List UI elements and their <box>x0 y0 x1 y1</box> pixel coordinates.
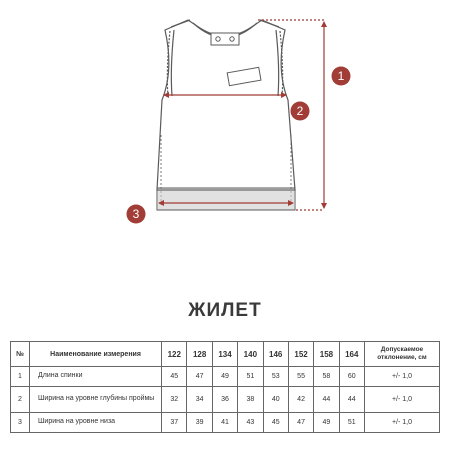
row-name: Длина спинки <box>30 367 162 387</box>
svg-text:3: 3 <box>132 207 140 221</box>
marker-1 <box>332 67 351 86</box>
product-title: ЖИЛЕТ <box>188 300 262 321</box>
cell-tolerance: +/- 1,0 <box>364 367 439 387</box>
cell-value: 45 <box>263 413 288 433</box>
cell-value: 60 <box>339 367 364 387</box>
cell-value: 39 <box>187 413 212 433</box>
cell-value: 49 <box>314 413 339 433</box>
cell-value: 44 <box>339 387 364 413</box>
size-table <box>10 341 440 433</box>
cell-tolerance: +/- 1,0 <box>364 413 439 433</box>
cell-value: 58 <box>314 367 339 387</box>
cell-value: 55 <box>288 367 313 387</box>
cell-value: 38 <box>238 387 263 413</box>
cell-value: 47 <box>288 413 313 433</box>
header-size: 140 <box>238 342 263 367</box>
cell-value: 44 <box>314 387 339 413</box>
table-row <box>11 367 440 387</box>
cell-value: 45 <box>162 367 187 387</box>
cell-value: 43 <box>238 413 263 433</box>
header-size: 122 <box>162 342 187 367</box>
row-name: Ширина на уровне низа <box>30 413 162 433</box>
table-row <box>11 387 440 413</box>
cell-tolerance: +/- 1,0 <box>364 387 439 413</box>
cell-value: 40 <box>263 387 288 413</box>
row-number: 1 <box>11 367 30 387</box>
cell-value: 47 <box>187 367 212 387</box>
svg-text:1: 1 <box>337 69 345 83</box>
rib-hem <box>157 188 295 210</box>
table-row <box>11 413 440 433</box>
cell-value: 42 <box>288 387 313 413</box>
marker-3 <box>127 205 146 224</box>
cell-value: 51 <box>339 413 364 433</box>
header-tolerance: Допускаемое отклонение, см <box>364 342 439 367</box>
svg-text:2: 2 <box>296 104 304 118</box>
cell-value: 37 <box>162 413 187 433</box>
header-size: 158 <box>314 342 339 367</box>
row-name: Ширина на уровне глубины проймы <box>30 387 162 413</box>
header-size: 128 <box>187 342 212 367</box>
cell-value: 53 <box>263 367 288 387</box>
cell-value: 32 <box>162 387 187 413</box>
header-name: Наименование измерения <box>30 342 162 367</box>
header-size: 134 <box>212 342 237 367</box>
header-number: № <box>11 342 30 367</box>
header-size: 164 <box>339 342 364 367</box>
header-size: 152 <box>288 342 313 367</box>
row-number: 2 <box>11 387 30 413</box>
cell-value: 51 <box>238 367 263 387</box>
cell-value: 41 <box>212 413 237 433</box>
row-number: 3 <box>11 413 30 433</box>
cell-value: 49 <box>212 367 237 387</box>
cell-value: 36 <box>212 387 237 413</box>
placket <box>211 33 239 45</box>
table-header-row <box>11 342 440 367</box>
cell-value: 34 <box>187 387 212 413</box>
header-size: 146 <box>263 342 288 367</box>
marker-2 <box>291 102 310 121</box>
